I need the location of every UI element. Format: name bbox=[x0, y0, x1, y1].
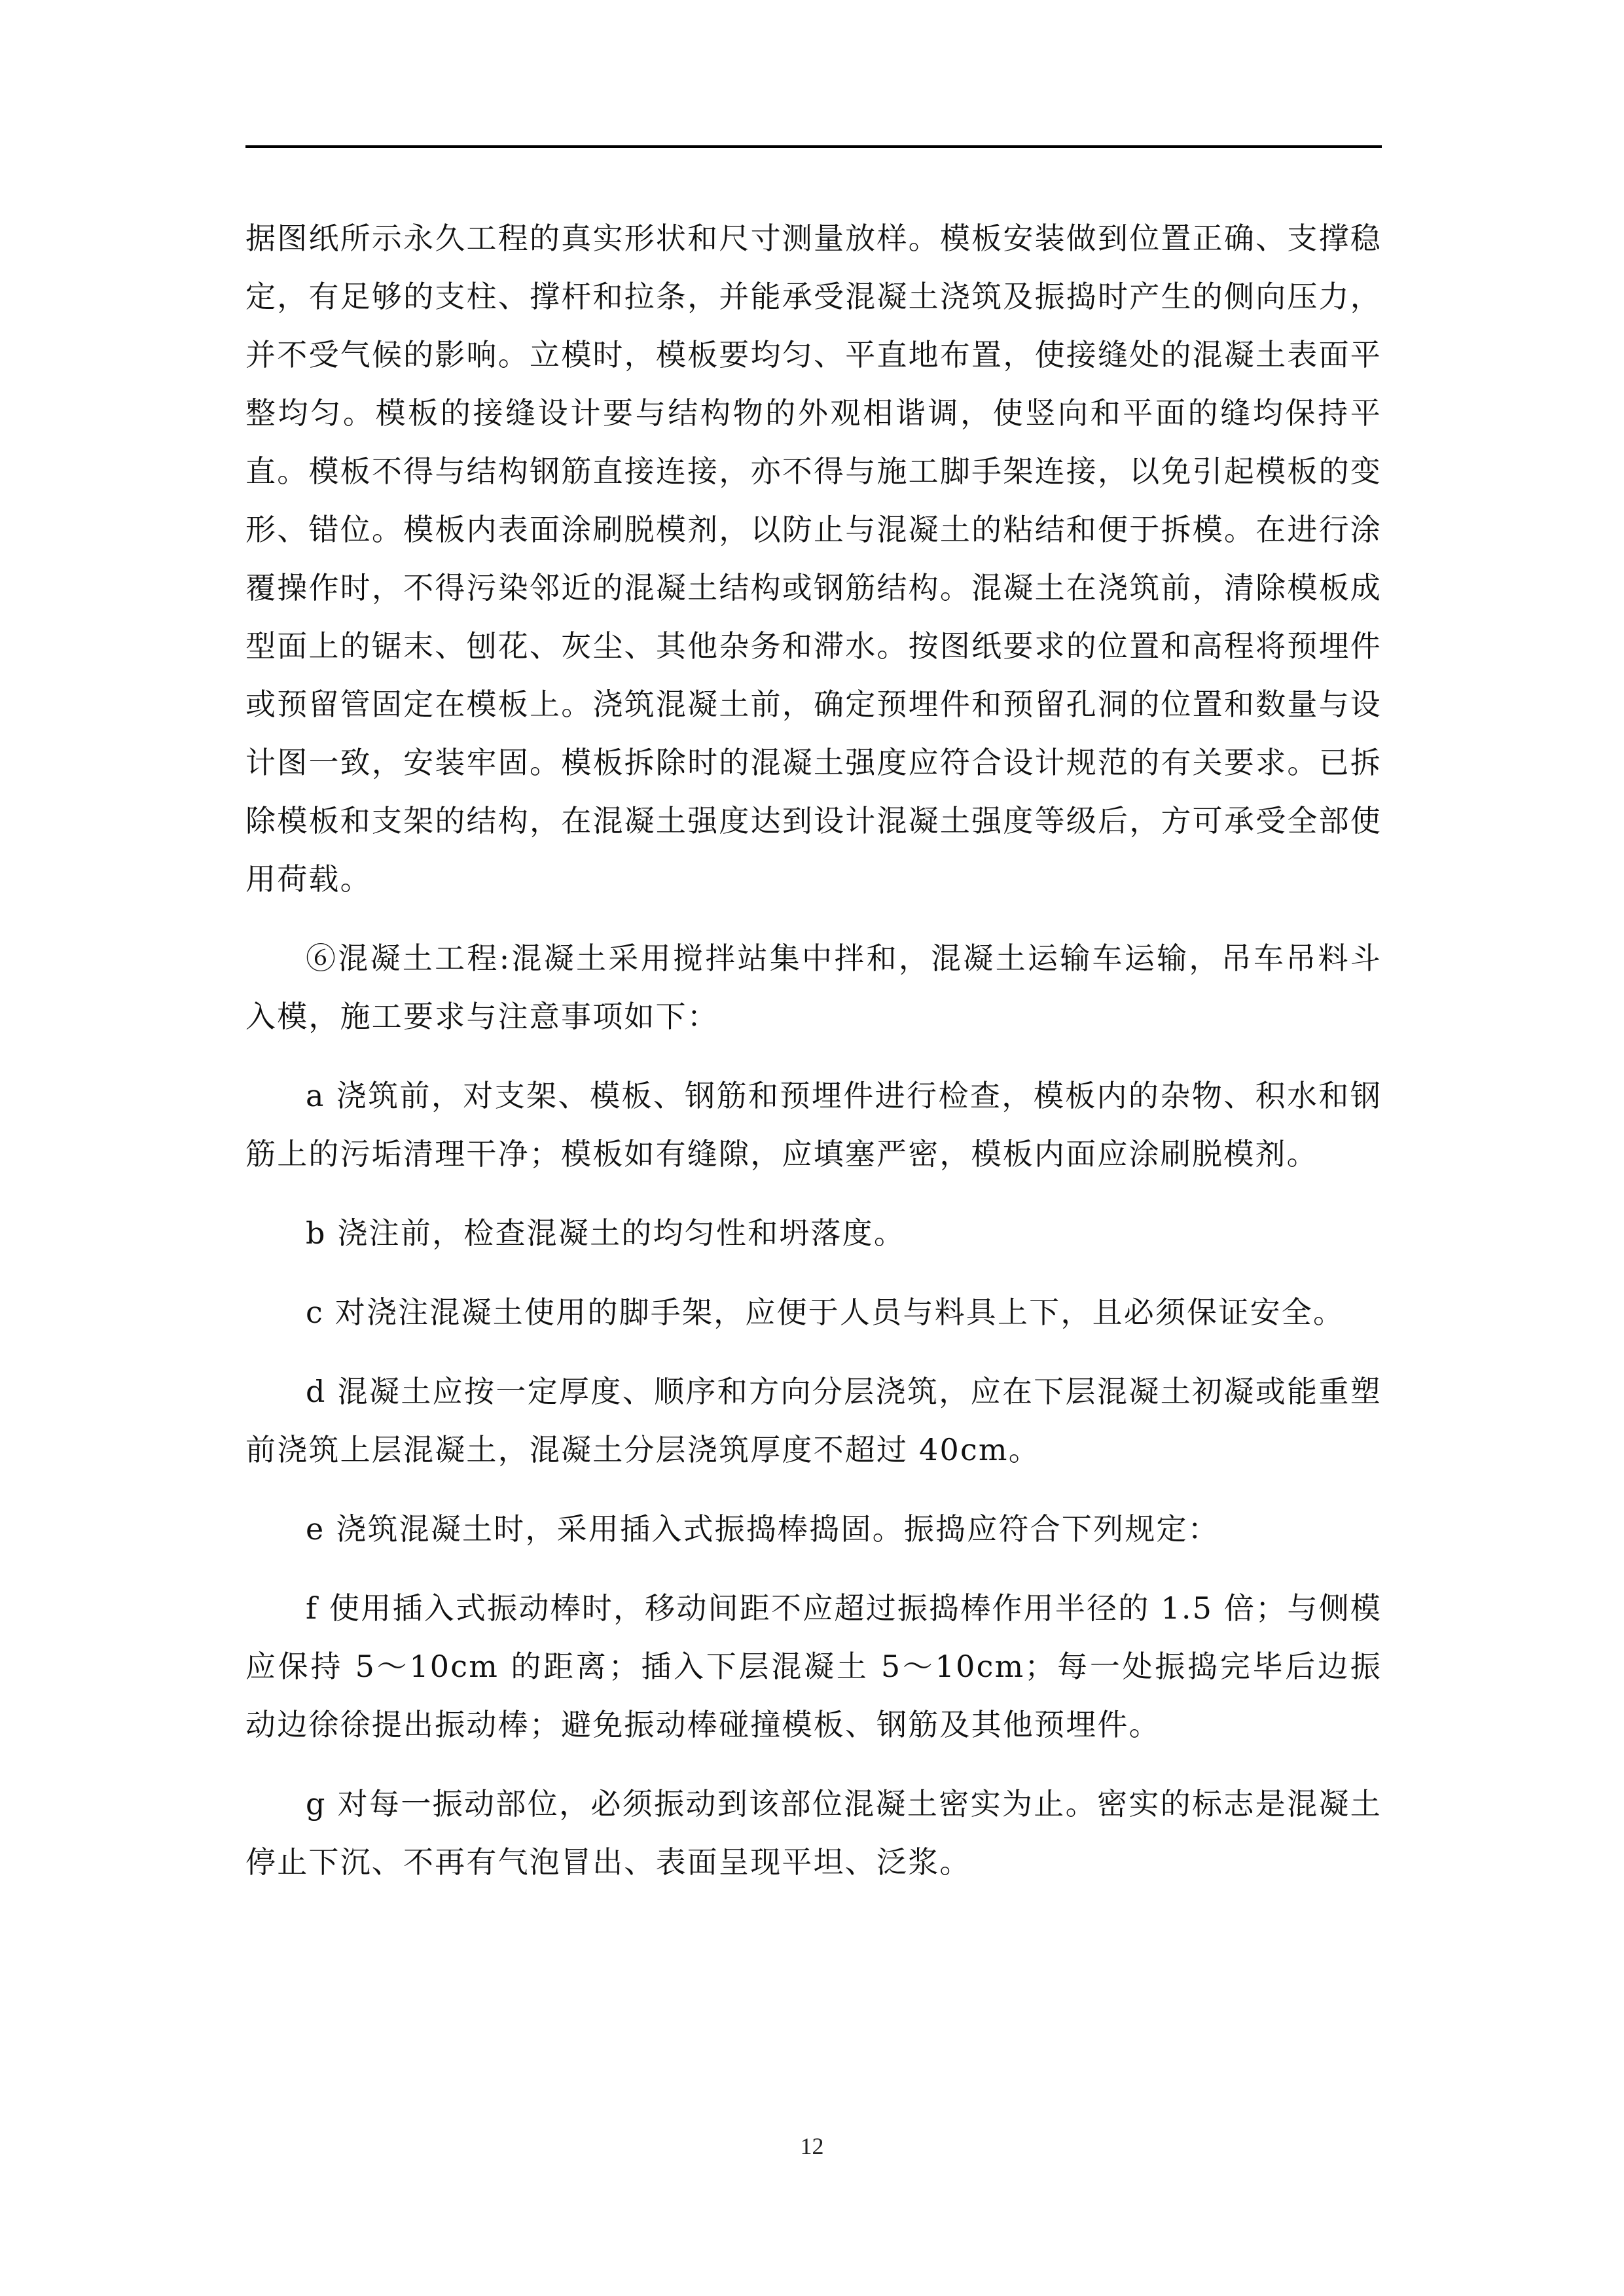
list-item-c: c 对浇注混凝土使用的脚手架，应便于人员与料具上下，且必须保证安全。 bbox=[306, 1295, 1345, 1330]
paragraph-formwork-continued: 据图纸所示永久工程的真实形状和尺寸测量放样。模板安装做到位置正确、支撑稳定，有足够的支柱、撑杆和拉条，并能承受混凝土浇筑及振捣时产生的侧向压力，并不受气候的影响。立模时，模板要均匀、平直地布置，使接缝处的混凝土表面平整均匀。模板的接缝设计要与结构物的外观相谐调，使竖向和平面的缝均保持平直。模板不得与结构钢筋直接连接，亦不得与施工脚手架连接，以免引起模板的变形、错位。模板内表面涂刷脱模剂，以防止与混凝土的粘结和便于拆模。在进行涂覆操作时，不得污染邻近的混凝土结构或钢筋结构。混凝土在浇筑前，清除模板成型面上的锯末、刨花、灰尘、其他杂务和滞水。按图纸要求的位置和高程将预埋件或预留管固定在模板上。浇筑混凝土前，确定预埋件和预留孔洞的位置和数量与设计图一致，安装牢固。模板拆除时的混凝土强度应符合设计规范的有关要求。已拆除模板和支架的结构，在混凝土强度达到设计混凝土强度等级后，方可承受全部使用荷载。 bbox=[245, 221, 1382, 897]
header-rule bbox=[245, 145, 1382, 148]
page-number: 12 bbox=[800, 2133, 824, 2159]
list-item-b: b 浇注前，检查混凝土的均匀性和坍落度。 bbox=[306, 1215, 906, 1251]
list-item-f: f 使用插入式振动棒时，移动间距不应超过振捣棒作用半径的 1.5 倍；与侧模应保持 5～10cm 的距离；插入下层混凝土 5～10cm；每一处振捣完毕后边振动边徐徐提出振动棒；避免振动棒碰撞模板、钢筋及其他预埋件。 bbox=[245, 1590, 1382, 1742]
document-body bbox=[245, 209, 1382, 1912]
list-item-e: e 浇筑混凝土时，采用插入式振捣棒捣固。振捣应符合下列规定： bbox=[306, 1511, 1219, 1547]
paragraph-concrete-engineering: ⑥混凝土工程:混凝土采用搅拌站集中拌和，混凝土运输车运输，吊车吊料斗入模，施工要求与注意事项如下： bbox=[245, 941, 1382, 1034]
list-item-g: g 对每一振动部位，必须振动到该部位混凝土密实为止。密实的标志是混凝土停止下沉、不再有气泡冒出、表面呈现平坦、泛浆。 bbox=[245, 1786, 1382, 1880]
list-item-d: d 混凝土应按一定厚度、顺序和方向分层浇筑，应在下层混凝土初凝或能重塑前浇筑上层混凝土，混凝土分层浇筑厚度不超过 40cm。 bbox=[245, 1374, 1382, 1467]
list-item-a: a 浇筑前，对支架、模板、钢筋和预埋件进行检查，模板内的杂物、积水和钢筋上的污垢清理干净；模板如有缝隙，应填塞严密，模板内面应涂刷脱模剂。 bbox=[245, 1078, 1382, 1172]
